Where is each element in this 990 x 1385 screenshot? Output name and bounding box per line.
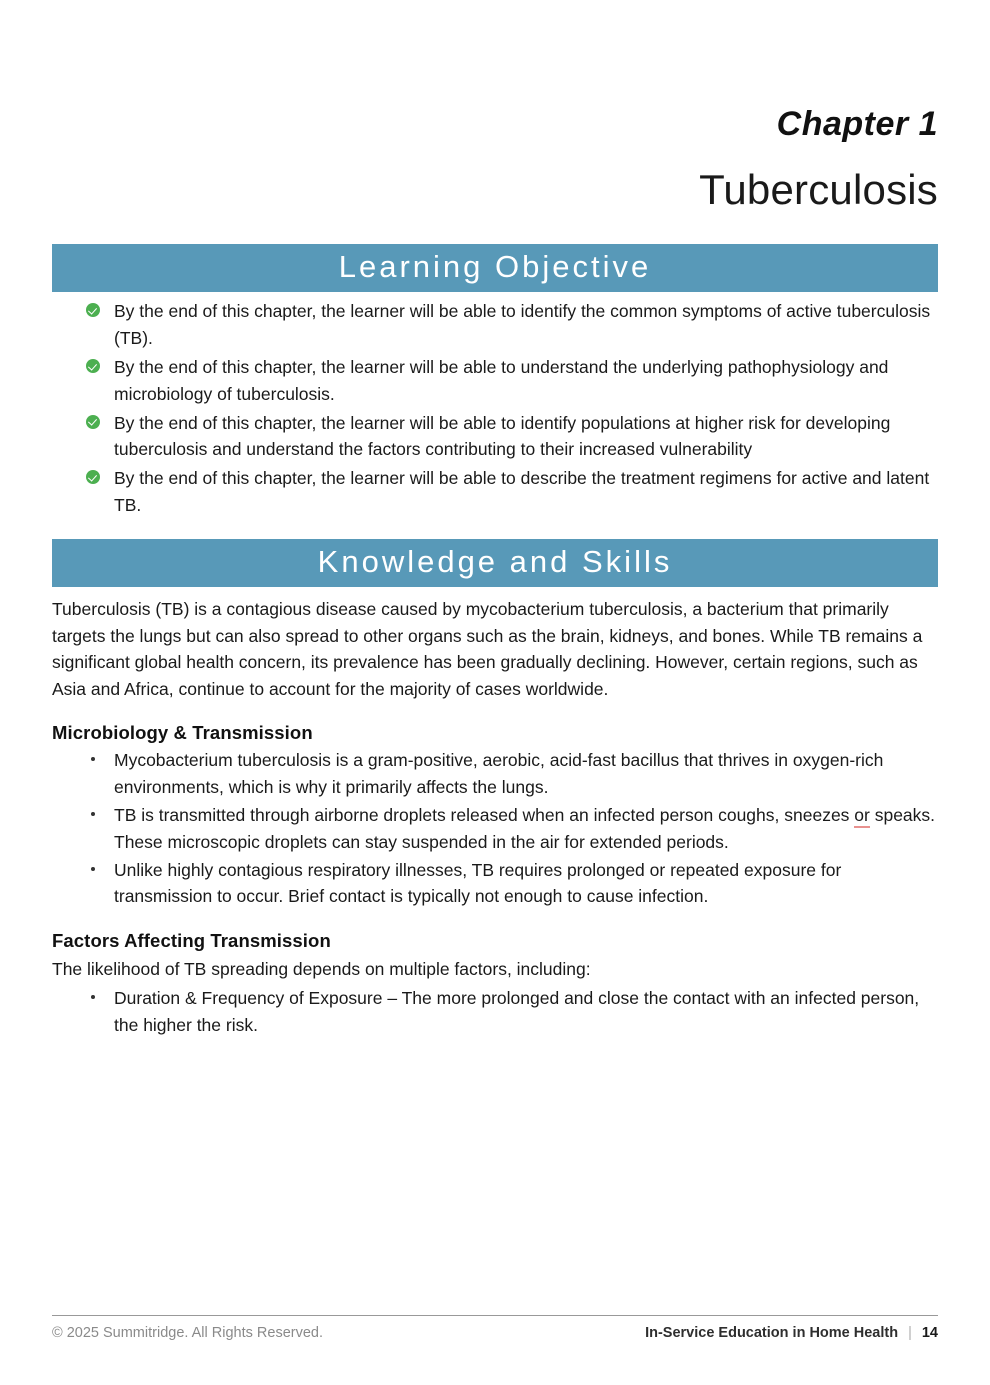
list-item-label: By the end of this chapter, the learner will be able to identify the common symptoms of active tuberculosis (TB). — [114, 301, 931, 349]
footer-separator: | — [908, 1325, 912, 1341]
bullet-dot-icon — [91, 867, 95, 871]
list-item-label: By the end of this chapter, the learner will be able to understand the underlying pathophysiology and microbiology of tuberculosis. — [114, 357, 889, 404]
factors-bullet-list — [52, 985, 938, 1039]
spelling-error-word: or — [854, 805, 870, 828]
list-item-label: Duration & Frequency of Exposure – The more prolonged and close the contact with an infected person, the higher the risk. — [114, 988, 920, 1036]
check-circle-icon — [86, 415, 100, 429]
page-footer — [52, 1315, 938, 1341]
microbiology-bullet-list — [52, 747, 938, 910]
list-item — [86, 410, 938, 464]
footer-right-group — [645, 1325, 938, 1341]
list-item — [86, 802, 938, 856]
section-banner-learning-objective: Learning Objective — [52, 244, 938, 292]
check-circle-icon — [86, 470, 100, 484]
factors-lead-in-text: The likelihood of TB spreading depends on multiple factors, including: — [52, 959, 591, 980]
page-title: Tuberculosis — [699, 166, 938, 213]
document-page — [0, 105, 990, 1385]
subheading-factors-affecting-transmission: Factors Affecting Transmission — [52, 930, 331, 952]
bullet-dot-icon — [91, 995, 95, 999]
subheading-microbiology-transmission: Microbiology & Transmission — [52, 722, 313, 744]
bullet-dot-icon — [91, 757, 95, 761]
list-item — [86, 298, 938, 352]
check-circle-icon — [86, 359, 100, 373]
list-item-label: By the end of this chapter, the learner will be able to describe the treatment regimens for active and latent TB. — [114, 468, 930, 515]
list-item — [86, 465, 938, 519]
list-item — [86, 354, 938, 408]
footer-page-number: 14 — [921, 1325, 938, 1341]
list-item — [86, 747, 938, 801]
list-item-label: Mycobacterium tuberculosis is a gram-positive, aerobic, acid-fast bacillus that thrives in oxygen-rich environments, which is why it primarily affects the lungs. — [114, 750, 884, 798]
list-item-label-after: speaks. These microscopic droplets can stay suspended in the air for extended periods. — [114, 804, 936, 852]
footer-copyright: © 2025 Summitridge. All Rights Reserved. — [52, 1325, 323, 1341]
list-item-label: Unlike highly contagious respiratory illnesses, TB requires prolonged or repeated exposure for transmission to occur. Brief contact is typically not enough to cause infection. — [114, 859, 842, 907]
list-item-label: By the end of this chapter, the learner will be able to identify populations at higher risk for developing tuberculosis and understand the factors contributing to their increased vulnerability — [114, 412, 891, 460]
chapter-label: Chapter 1 — [776, 105, 938, 143]
knowledge-intro-paragraph: Tuberculosis (TB) is a contagious disease caused by mycobacterium tuberculosis, a bacterium that primarily targets the lungs but can also spread to other organs such as the brain, kidneys, and bones. While TB remains a significant global health concern, its prevalence has been gradually declining. However, certain regions, such as Asia and Africa, continue to account for the majority of cases worldwide. — [52, 599, 923, 699]
list-item — [86, 985, 938, 1039]
learning-objective-list — [52, 298, 938, 518]
bullet-dot-icon — [91, 812, 95, 816]
check-circle-icon — [86, 303, 100, 317]
list-item-label-before: TB is transmitted through airborne droplets released when an infected person coughs, sneezes — [114, 804, 855, 825]
footer-book-title: In-Service Education in Home Health — [645, 1325, 899, 1341]
section-banner-knowledge-and-skills: Knowledge and Skills — [52, 539, 938, 587]
list-item — [86, 857, 938, 911]
